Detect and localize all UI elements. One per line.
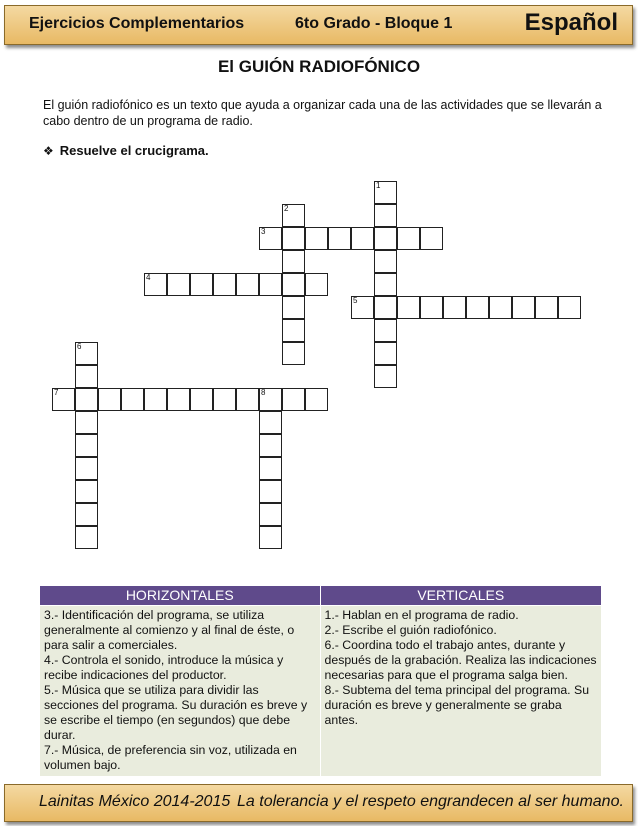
crossword-cell[interactable] <box>282 296 305 319</box>
crossword-cell[interactable] <box>75 526 98 549</box>
clue-number: 3 <box>261 227 266 236</box>
crossword-cell[interactable] <box>75 434 98 457</box>
page-header <box>4 5 633 45</box>
crossword-cell[interactable] <box>351 296 374 319</box>
crossword-cell[interactable] <box>259 411 282 434</box>
crossword-cell[interactable] <box>75 411 98 434</box>
crossword-cell[interactable] <box>190 273 213 296</box>
crossword-cell[interactable] <box>282 227 305 250</box>
clue-number: 1 <box>376 181 381 190</box>
crossword-cell[interactable] <box>236 273 259 296</box>
clue-v2: 2.- Escribe el guión radiofónico. <box>324 623 497 637</box>
clue-number: 2 <box>284 204 289 213</box>
instruction <box>43 143 209 158</box>
clue-v1: 1.- Hablan en el programa de radio. <box>324 608 519 622</box>
crossword-cell[interactable] <box>328 227 351 250</box>
clue-v8: 8.- Subtema del tema principal del programa. Su duración es breve y generalmente se graba antes. <box>324 683 590 727</box>
crossword-cell[interactable] <box>75 480 98 503</box>
crossword-cell[interactable] <box>213 273 236 296</box>
crossword-cell[interactable] <box>374 250 397 273</box>
crossword-cell[interactable] <box>397 296 420 319</box>
crossword-cell[interactable] <box>75 503 98 526</box>
crossword-cell[interactable] <box>374 319 397 342</box>
crossword-cell[interactable] <box>282 273 305 296</box>
crossword-cell[interactable] <box>144 273 167 296</box>
crossword-cell[interactable] <box>259 526 282 549</box>
crossword-cell[interactable] <box>259 457 282 480</box>
clue-h4: 4.- Controla el sonido, introduce la música y recibe indicaciones del productor. <box>44 653 284 682</box>
clue-number: 5 <box>353 296 358 305</box>
crossword-cell[interactable] <box>374 273 397 296</box>
crossword-cell[interactable] <box>420 227 443 250</box>
crossword-cell[interactable] <box>75 342 98 365</box>
crossword-cell[interactable] <box>374 342 397 365</box>
header-course-title: Ejercicios Complementarios <box>29 15 245 32</box>
crossword-cell[interactable] <box>305 227 328 250</box>
crossword-cell[interactable] <box>52 388 75 411</box>
crossword-cell[interactable] <box>282 319 305 342</box>
crossword-cell[interactable] <box>259 388 282 411</box>
crossword-cell[interactable] <box>305 273 328 296</box>
crossword-cell[interactable] <box>374 296 397 319</box>
page-title: El GUIÓN RADIOFÓNICO <box>217 57 421 76</box>
page-footer <box>4 784 633 822</box>
crossword-cell[interactable] <box>75 365 98 388</box>
crossword-cell[interactable] <box>374 365 397 388</box>
crossword-cell[interactable] <box>75 388 98 411</box>
clues-table <box>39 585 602 777</box>
crossword-cell[interactable] <box>167 273 190 296</box>
header-subject: Español <box>524 9 618 36</box>
crossword-cell[interactable] <box>535 296 558 319</box>
crossword-cell[interactable] <box>121 388 144 411</box>
footer-credit: Lainitas México 2014-2015 <box>39 793 231 810</box>
crossword-cell[interactable] <box>75 457 98 480</box>
clue-number: 6 <box>77 342 82 351</box>
clue-h7: 7.- Música, de preferencia sin voz, utilizada en volumen bajo. <box>44 743 297 772</box>
horizontal-header: HORIZONTALES <box>40 586 321 606</box>
clue-number: 7 <box>54 388 59 397</box>
crossword-cell[interactable] <box>374 227 397 250</box>
crossword-cell[interactable] <box>351 227 374 250</box>
crossword-cell[interactable] <box>420 296 443 319</box>
crossword-cell[interactable] <box>259 480 282 503</box>
instruction-text: Resuelve el crucigrama. <box>59 143 209 158</box>
crossword-cell[interactable] <box>167 388 190 411</box>
crossword-cell[interactable] <box>305 388 328 411</box>
clue-number: 8 <box>261 388 266 397</box>
clue-v6: 6.- Coordina todo el trabajo antes, durante y después de la grabación. Realiza las indicaciones necesarias para que el programa salga bien. <box>324 638 597 682</box>
crossword-cell[interactable] <box>98 388 121 411</box>
crossword-cell[interactable] <box>236 388 259 411</box>
crossword-cell[interactable] <box>466 296 489 319</box>
intro-paragraph: El guión radiofónico es un texto que ayuda a organizar cada una de las actividades que se llevarán a cabo dentro de un programa de radio. <box>43 98 602 128</box>
crossword-cell[interactable] <box>282 388 305 411</box>
crossword-cell[interactable] <box>512 296 535 319</box>
horizontal-clues <box>40 606 321 777</box>
crossword-cell[interactable] <box>190 388 213 411</box>
crossword-cell[interactable] <box>558 296 581 319</box>
clue-h3: 3.- Identificación del programa, se utiliza generalmente al comienzo y al final de éste, o para salir a comerciales. <box>44 608 295 652</box>
vertical-clues <box>320 606 601 777</box>
crossword-cell[interactable] <box>259 434 282 457</box>
crossword-cell[interactable] <box>259 503 282 526</box>
crossword-cell[interactable] <box>443 296 466 319</box>
clue-number: 4 <box>146 273 151 282</box>
crossword-cell[interactable] <box>213 388 236 411</box>
crossword-cell[interactable] <box>282 250 305 273</box>
crossword-cell[interactable] <box>397 227 420 250</box>
footer-motto: La tolerancia y el respeto engrandecen al ser humano. <box>237 793 624 810</box>
vertical-header: VERTICALES <box>320 586 601 606</box>
crossword-cell[interactable] <box>282 204 305 227</box>
crossword-cell[interactable] <box>259 273 282 296</box>
crossword-cell[interactable] <box>282 342 305 365</box>
crossword-cell[interactable] <box>374 181 397 204</box>
header-grade-block: 6to Grado - Bloque 1 <box>295 15 453 32</box>
clue-h5: 5.- Música que se utiliza para dividir las secciones del programa. Su duración es breve y se escribe el tiempo (en segundos) que debe durar. <box>44 683 308 742</box>
crossword-cell[interactable] <box>144 388 167 411</box>
crossword-cell[interactable] <box>259 227 282 250</box>
diamond-bullet-icon: ❖ <box>43 144 54 158</box>
crossword-cell[interactable] <box>374 204 397 227</box>
crossword-cell[interactable] <box>489 296 512 319</box>
